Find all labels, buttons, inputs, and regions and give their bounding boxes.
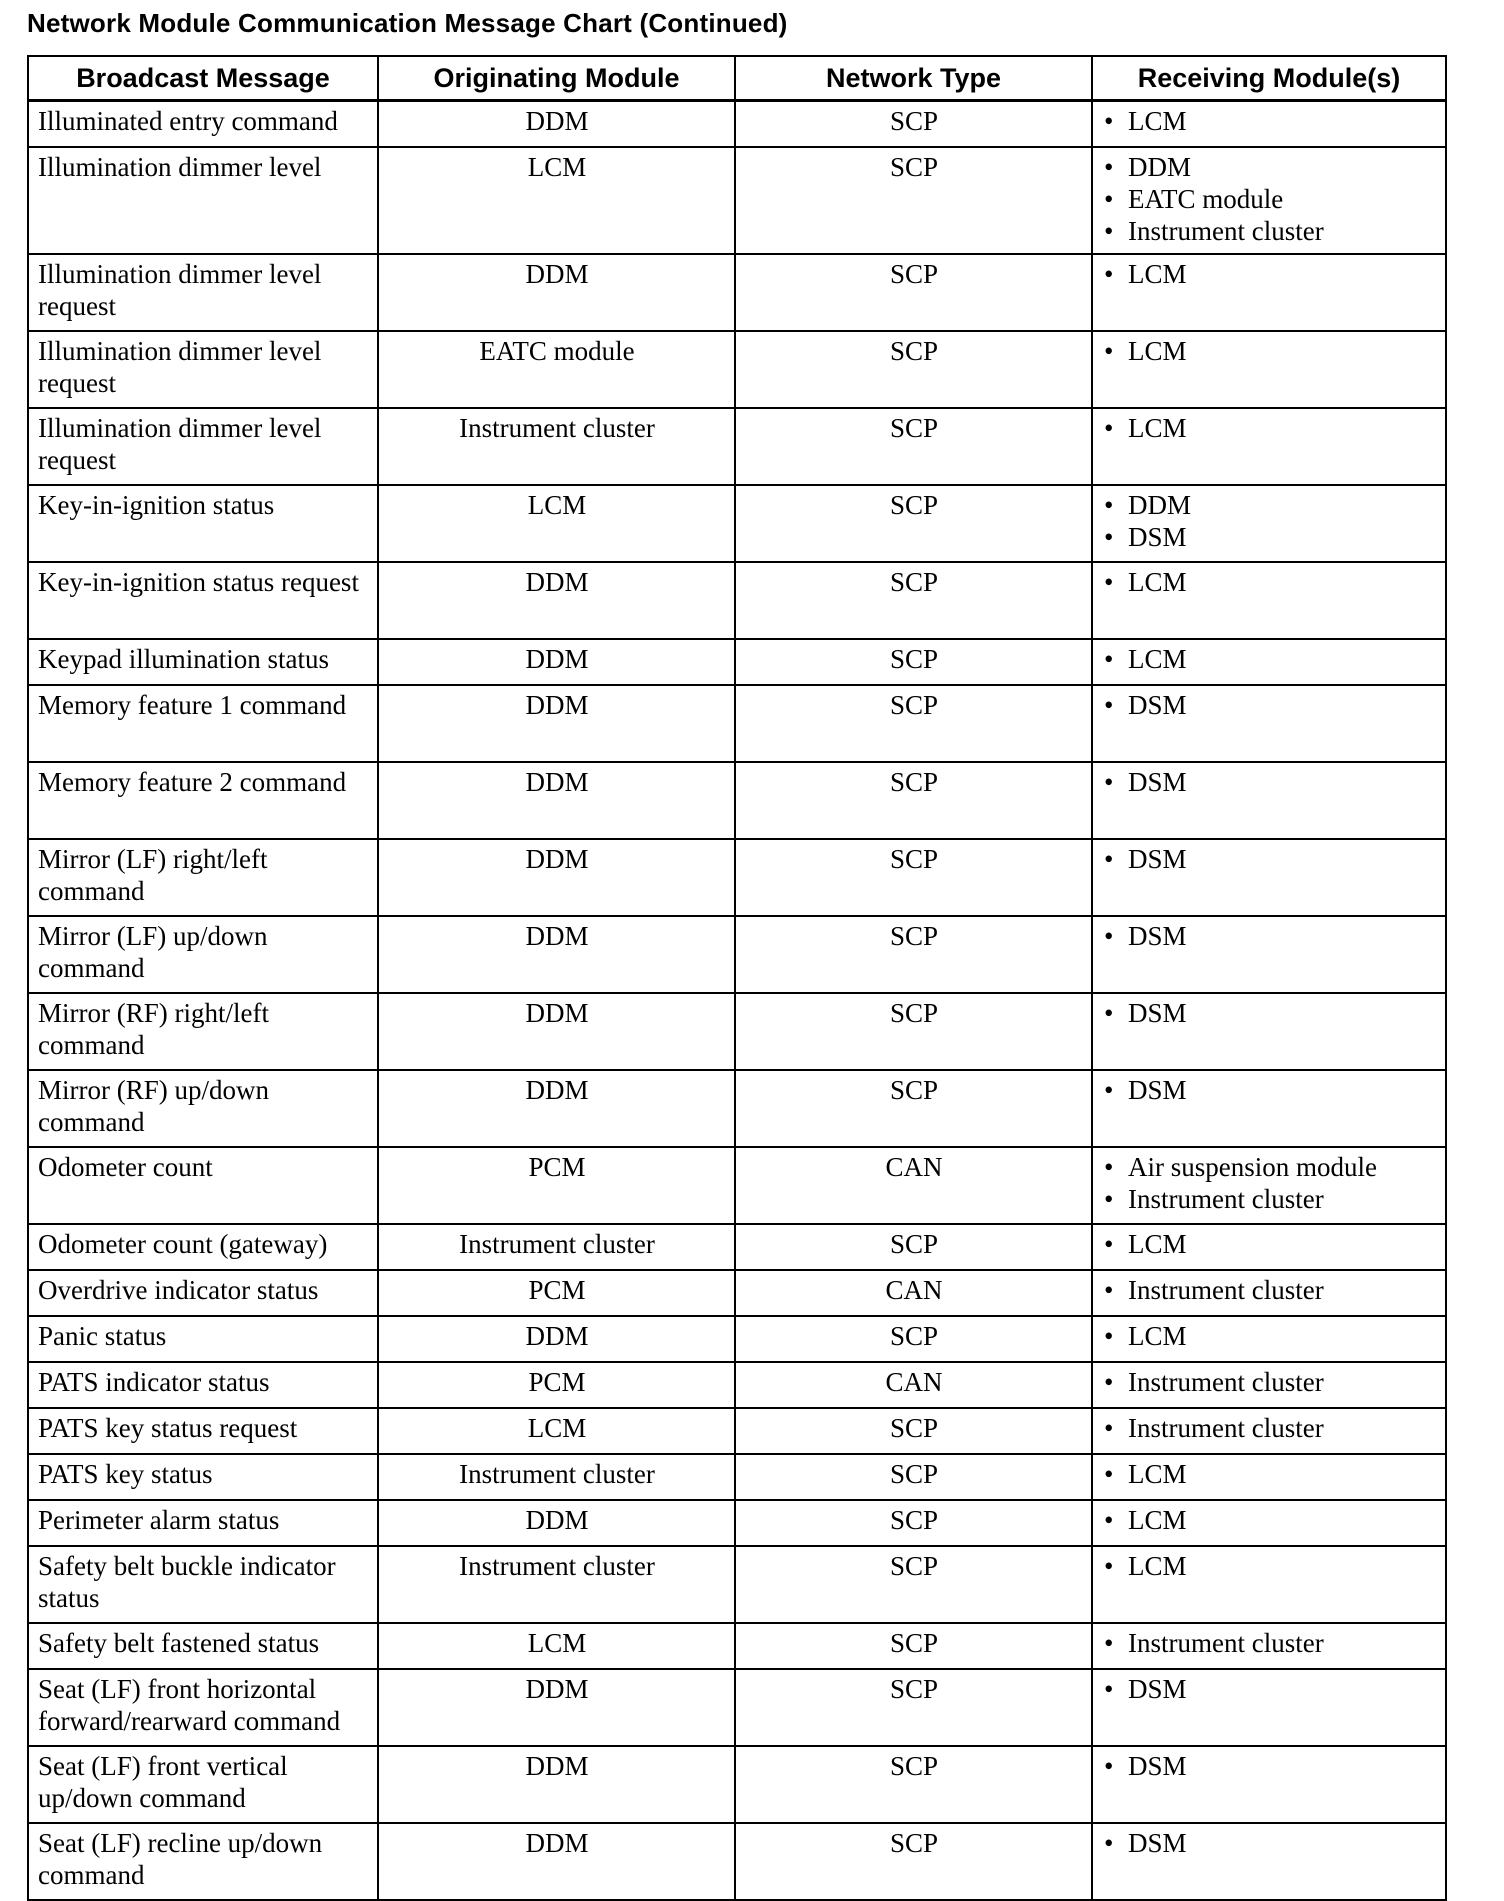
- table-row: [28, 485, 1446, 562]
- cell-originating-module: LCM: [378, 485, 735, 562]
- cell-broadcast-message: Keypad illumination status: [28, 639, 378, 685]
- cell-receiving-modules: [1092, 485, 1446, 562]
- cell-receiving-modules: [1092, 993, 1446, 1070]
- receiving-module-list: [1102, 151, 1437, 247]
- table-row: [28, 408, 1446, 485]
- cell-network-type: SCP: [735, 1224, 1092, 1270]
- cell-network-type: CAN: [735, 1362, 1092, 1408]
- cell-network-type: SCP: [735, 1408, 1092, 1454]
- receiving-module-list: [1102, 1320, 1437, 1352]
- receiving-module-list: [1102, 1750, 1437, 1782]
- cell-receiving-modules: [1092, 639, 1446, 685]
- table-row: [28, 1362, 1446, 1408]
- cell-network-type: SCP: [735, 685, 1092, 762]
- cell-network-type: SCP: [735, 101, 1092, 148]
- cell-originating-module: Instrument cluster: [378, 1454, 735, 1500]
- table-row: [28, 1270, 1446, 1316]
- receiving-module-list: [1102, 1550, 1437, 1582]
- cell-broadcast-message: Panic status: [28, 1316, 378, 1362]
- cell-receiving-modules: [1092, 685, 1446, 762]
- cell-broadcast-message: PATS key status: [28, 1454, 378, 1500]
- table-row: [28, 685, 1446, 762]
- header-broadcast-message: Broadcast Message: [28, 56, 378, 101]
- cell-broadcast-message: Memory feature 1 command: [28, 685, 378, 762]
- cell-originating-module: DDM: [378, 1070, 735, 1147]
- table-row: [28, 916, 1446, 993]
- cell-network-type: CAN: [735, 1270, 1092, 1316]
- receiving-module-list: [1102, 643, 1437, 675]
- cell-originating-module: LCM: [378, 147, 735, 254]
- receiving-module-item: • Instrument cluster: [1102, 1183, 1437, 1215]
- cell-originating-module: DDM: [378, 762, 735, 839]
- receiving-module-list: [1102, 843, 1437, 875]
- cell-network-type: SCP: [735, 1454, 1092, 1500]
- cell-broadcast-message: Illumination dimmer level request: [28, 254, 378, 331]
- cell-broadcast-message: Odometer count (gateway): [28, 1224, 378, 1270]
- receiving-module-list: [1102, 1827, 1437, 1859]
- receiving-module-list: [1102, 766, 1437, 798]
- receiving-module-item: • LCM: [1102, 335, 1437, 367]
- receiving-module-item: • Air suspension module: [1102, 1151, 1437, 1183]
- cell-receiving-modules: [1092, 1408, 1446, 1454]
- cell-network-type: SCP: [735, 485, 1092, 562]
- receiving-module-list: [1102, 105, 1437, 137]
- table-body: [28, 101, 1446, 1901]
- cell-network-type: SCP: [735, 1746, 1092, 1823]
- cell-originating-module: DDM: [378, 1669, 735, 1746]
- receiving-module-list: [1102, 1151, 1437, 1215]
- receiving-module-list: [1102, 1074, 1437, 1106]
- cell-broadcast-message: Seat (LF) recline up/down command: [28, 1823, 378, 1900]
- table-row: [28, 1408, 1446, 1454]
- table-row: [28, 1746, 1446, 1823]
- cell-originating-module: LCM: [378, 1408, 735, 1454]
- cell-receiving-modules: [1092, 1623, 1446, 1669]
- table-row: [28, 1500, 1446, 1546]
- cell-network-type: SCP: [735, 562, 1092, 639]
- cell-originating-module: DDM: [378, 254, 735, 331]
- receiving-module-item: • LCM: [1102, 258, 1437, 290]
- cell-receiving-modules: [1092, 1270, 1446, 1316]
- cell-broadcast-message: Mirror (LF) right/left command: [28, 839, 378, 916]
- cell-network-type: SCP: [735, 1546, 1092, 1623]
- cell-originating-module: Instrument cluster: [378, 1224, 735, 1270]
- cell-broadcast-message: Seat (LF) front horizontal forward/rearward command: [28, 1669, 378, 1746]
- cell-receiving-modules: [1092, 147, 1446, 254]
- cell-receiving-modules: [1092, 1316, 1446, 1362]
- cell-receiving-modules: [1092, 1362, 1446, 1408]
- cell-broadcast-message: Mirror (RF) right/left command: [28, 993, 378, 1070]
- cell-originating-module: EATC module: [378, 331, 735, 408]
- table-row: [28, 993, 1446, 1070]
- cell-receiving-modules: [1092, 1454, 1446, 1500]
- cell-network-type: SCP: [735, 639, 1092, 685]
- header-originating-module: Originating Module: [378, 56, 735, 101]
- receiving-module-list: [1102, 689, 1437, 721]
- cell-originating-module: DDM: [378, 839, 735, 916]
- page-title: Network Module Communication Message Chart (Continued): [27, 8, 788, 38]
- cell-broadcast-message: Mirror (LF) up/down command: [28, 916, 378, 993]
- receiving-module-item: • LCM: [1102, 1320, 1437, 1352]
- cell-broadcast-message: Mirror (RF) up/down command: [28, 1070, 378, 1147]
- receiving-module-item: • DSM: [1102, 1827, 1437, 1859]
- cell-network-type: SCP: [735, 147, 1092, 254]
- receiving-module-list: [1102, 1228, 1437, 1260]
- cell-broadcast-message: Key-in-ignition status request: [28, 562, 378, 639]
- receiving-module-item: • DSM: [1102, 1750, 1437, 1782]
- cell-network-type: SCP: [735, 1070, 1092, 1147]
- cell-network-type: SCP: [735, 408, 1092, 485]
- receiving-module-item: • DSM: [1102, 843, 1437, 875]
- receiving-module-list: [1102, 412, 1437, 444]
- cell-originating-module: DDM: [378, 1823, 735, 1900]
- receiving-module-item: • DSM: [1102, 997, 1437, 1029]
- receiving-module-list: [1102, 1412, 1437, 1444]
- cell-network-type: SCP: [735, 1823, 1092, 1900]
- cell-originating-module: LCM: [378, 1623, 735, 1669]
- cell-receiving-modules: [1092, 408, 1446, 485]
- cell-broadcast-message: Illumination dimmer level request: [28, 408, 378, 485]
- receiving-module-item: • EATC module: [1102, 183, 1437, 215]
- cell-broadcast-message: PATS indicator status: [28, 1362, 378, 1408]
- cell-receiving-modules: [1092, 1746, 1446, 1823]
- cell-receiving-modules: [1092, 1224, 1446, 1270]
- table-row: [28, 1454, 1446, 1500]
- table-row: [28, 1070, 1446, 1147]
- cell-receiving-modules: [1092, 331, 1446, 408]
- receiving-module-item: • LCM: [1102, 105, 1437, 137]
- cell-originating-module: DDM: [378, 562, 735, 639]
- receiving-module-item: • DSM: [1102, 521, 1437, 553]
- table-row: [28, 639, 1446, 685]
- table-row: [28, 331, 1446, 408]
- cell-network-type: SCP: [735, 1500, 1092, 1546]
- cell-broadcast-message: PATS key status request: [28, 1408, 378, 1454]
- cell-network-type: CAN: [735, 1147, 1092, 1224]
- table-row: [28, 1623, 1446, 1669]
- receiving-module-list: [1102, 1274, 1437, 1306]
- cell-originating-module: DDM: [378, 1500, 735, 1546]
- table-row: [28, 1316, 1446, 1362]
- receiving-module-item: • DSM: [1102, 920, 1437, 952]
- receiving-module-item: • LCM: [1102, 566, 1437, 598]
- receiving-module-item: • LCM: [1102, 1550, 1437, 1582]
- table-row: [28, 1669, 1446, 1746]
- receiving-module-item: • DSM: [1102, 689, 1437, 721]
- table-row: [28, 254, 1446, 331]
- cell-receiving-modules: [1092, 254, 1446, 331]
- table-row: [28, 1147, 1446, 1224]
- receiving-module-item: • LCM: [1102, 643, 1437, 675]
- cell-network-type: SCP: [735, 254, 1092, 331]
- header-receiving-modules: Receiving Module(s): [1092, 56, 1446, 101]
- receiving-module-item: • Instrument cluster: [1102, 1366, 1437, 1398]
- cell-broadcast-message: Memory feature 2 command: [28, 762, 378, 839]
- receiving-module-item: • LCM: [1102, 1458, 1437, 1490]
- cell-originating-module: DDM: [378, 993, 735, 1070]
- receiving-module-list: [1102, 1366, 1437, 1398]
- receiving-module-item: • DSM: [1102, 1074, 1437, 1106]
- receiving-module-list: [1102, 1627, 1437, 1659]
- cell-originating-module: DDM: [378, 1316, 735, 1362]
- cell-network-type: SCP: [735, 993, 1092, 1070]
- receiving-module-list: [1102, 489, 1437, 553]
- cell-broadcast-message: Illumination dimmer level request: [28, 331, 378, 408]
- receiving-module-list: [1102, 1673, 1437, 1705]
- cell-receiving-modules: [1092, 101, 1446, 148]
- cell-receiving-modules: [1092, 562, 1446, 639]
- cell-originating-module: PCM: [378, 1362, 735, 1408]
- cell-receiving-modules: [1092, 1546, 1446, 1623]
- table-row: [28, 147, 1446, 254]
- cell-network-type: SCP: [735, 762, 1092, 839]
- cell-network-type: SCP: [735, 1623, 1092, 1669]
- receiving-module-item: • LCM: [1102, 412, 1437, 444]
- table-header-row: [28, 56, 1446, 101]
- cell-broadcast-message: Overdrive indicator status: [28, 1270, 378, 1316]
- receiving-module-item: • DDM: [1102, 151, 1437, 183]
- cell-network-type: SCP: [735, 839, 1092, 916]
- receiving-module-item: • DDM: [1102, 489, 1437, 521]
- cell-originating-module: Instrument cluster: [378, 408, 735, 485]
- cell-network-type: SCP: [735, 1669, 1092, 1746]
- cell-receiving-modules: [1092, 762, 1446, 839]
- cell-broadcast-message: Safety belt fastened status: [28, 1623, 378, 1669]
- table-row: [28, 839, 1446, 916]
- cell-broadcast-message: Odometer count: [28, 1147, 378, 1224]
- receiving-module-item: • Instrument cluster: [1102, 1627, 1437, 1659]
- receiving-module-list: [1102, 1504, 1437, 1536]
- cell-network-type: SCP: [735, 331, 1092, 408]
- header-network-type: Network Type: [735, 56, 1092, 101]
- cell-originating-module: PCM: [378, 1270, 735, 1316]
- cell-originating-module: DDM: [378, 639, 735, 685]
- table-row: [28, 1546, 1446, 1623]
- receiving-module-item: • LCM: [1102, 1228, 1437, 1260]
- receiving-module-list: [1102, 1458, 1437, 1490]
- table-row: [28, 1224, 1446, 1270]
- cell-originating-module: DDM: [378, 685, 735, 762]
- table-row: [28, 562, 1446, 639]
- table-row: [28, 1823, 1446, 1900]
- receiving-module-item: • DSM: [1102, 1673, 1437, 1705]
- cell-originating-module: DDM: [378, 101, 735, 148]
- message-chart-table: [27, 55, 1447, 1901]
- receiving-module-list: [1102, 920, 1437, 952]
- cell-receiving-modules: [1092, 1823, 1446, 1900]
- receiving-module-item: • DSM: [1102, 766, 1437, 798]
- cell-receiving-modules: [1092, 839, 1446, 916]
- receiving-module-item: • Instrument cluster: [1102, 1412, 1437, 1444]
- cell-network-type: SCP: [735, 916, 1092, 993]
- table-row: [28, 101, 1446, 148]
- receiving-module-list: [1102, 335, 1437, 367]
- cell-originating-module: DDM: [378, 1746, 735, 1823]
- cell-broadcast-message: Safety belt buckle indicator status: [28, 1546, 378, 1623]
- table-row: [28, 762, 1446, 839]
- receiving-module-item: • Instrument cluster: [1102, 215, 1437, 247]
- cell-receiving-modules: [1092, 916, 1446, 993]
- cell-broadcast-message: Illuminated entry command: [28, 101, 378, 148]
- cell-broadcast-message: Seat (LF) front vertical up/down command: [28, 1746, 378, 1823]
- receiving-module-list: [1102, 258, 1437, 290]
- receiving-module-list: [1102, 566, 1437, 598]
- cell-receiving-modules: [1092, 1147, 1446, 1224]
- cell-broadcast-message: Perimeter alarm status: [28, 1500, 378, 1546]
- cell-receiving-modules: [1092, 1070, 1446, 1147]
- cell-originating-module: PCM: [378, 1147, 735, 1224]
- cell-receiving-modules: [1092, 1500, 1446, 1546]
- cell-network-type: SCP: [735, 1316, 1092, 1362]
- cell-broadcast-message: Key-in-ignition status: [28, 485, 378, 562]
- cell-originating-module: Instrument cluster: [378, 1546, 735, 1623]
- receiving-module-list: [1102, 997, 1437, 1029]
- cell-receiving-modules: [1092, 1669, 1446, 1746]
- cell-broadcast-message: Illumination dimmer level: [28, 147, 378, 254]
- cell-originating-module: DDM: [378, 916, 735, 993]
- receiving-module-item: • LCM: [1102, 1504, 1437, 1536]
- receiving-module-item: • Instrument cluster: [1102, 1274, 1437, 1306]
